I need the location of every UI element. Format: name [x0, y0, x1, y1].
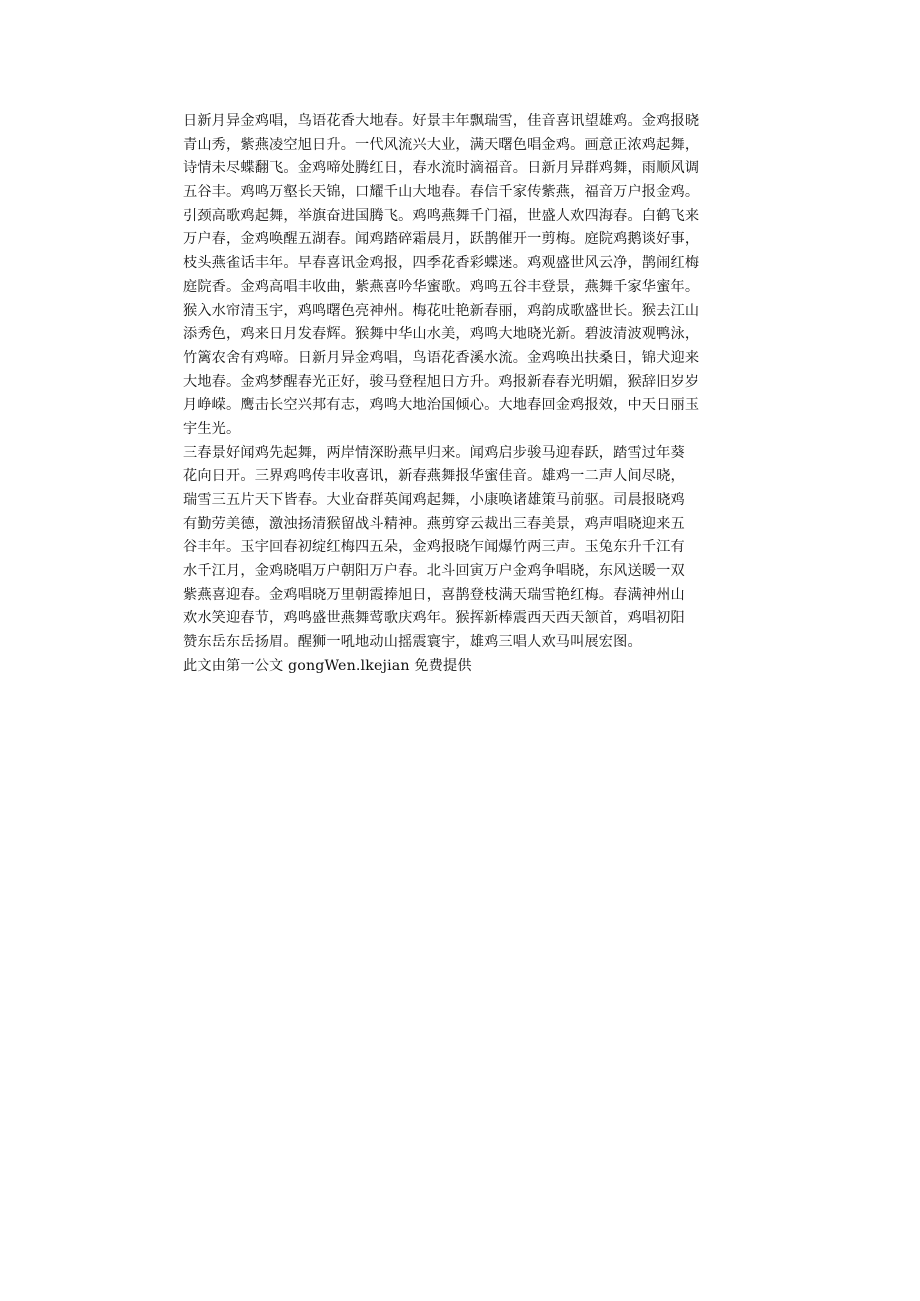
text-line: 青山秀，紫燕凌空旭日升。一代风流兴大业，满天曙色唱金鸡。画意正浓鸡起舞， — [183, 136, 700, 153]
text-line: 月峥嵘。鹰击长空兴邦有志，鸡鸣大地治国倾心。大地春回金鸡报效，中天日丽玉 — [183, 397, 700, 414]
text-line: 赞东岳东岳扬眉。醒狮一吼地动山摇震寰宇，雄鸡三唱人欢马叫展宏图。 — [183, 634, 642, 651]
source-footer: 此文由第一公文 gongWen.lkejian 免费提供 — [183, 657, 472, 674]
text-line: 猴入水帘清玉宇，鸡鸣曙色亮神州。梅花吐艳新春丽，鸡韵成歌盛世长。猴去江山 — [183, 302, 700, 319]
text-line: 万户春，金鸡唤醒五湖春。闻鸡踏碎霜晨月，跃鹊催开一剪梅。庭院鸡鹅谈好事， — [183, 231, 700, 248]
text-line: 有勤劳美德，激浊扬清猴留战斗精神。燕剪穿云裁出三春美景，鸡声唱晓迎来五 — [183, 515, 685, 532]
text-line: 五谷丰。鸡鸣万壑长天锦，口耀千山大地春。春信千家传紫燕，福音万户报金鸡。 — [183, 184, 700, 201]
paragraph-1 — [183, 110, 743, 442]
text-line: 瑞雪三五片天下皆春。大业奋群英闻鸡起舞，小康唤诸雄策马前驱。司晨报晓鸡 — [183, 492, 685, 508]
text-line: 花向日开。三界鸡鸣传丰收喜讯，新春燕舞报华蜜佳音。雄鸡一二声人间尽晓， — [183, 468, 685, 485]
text-line: 欢水笑迎春节，鸡鸣盛世燕舞莺歌庆鸡年。猴挥新棒震西天西天颔首，鸡唱初阳 — [183, 610, 685, 627]
document-body — [183, 110, 743, 679]
paragraph-2 — [183, 442, 743, 655]
text-line: 宇生光。 — [183, 420, 241, 437]
text-line: 枝头燕雀话丰年。早春喜讯金鸡报，四季花香彩蝶迷。鸡观盛世风云净，鹊闹红梅 — [183, 255, 700, 272]
text-line: 庭院香。金鸡高唱丰收曲，紫燕喜吟华蜜歌。鸡鸣五谷丰登景，燕舞千家华蜜年。 — [183, 278, 700, 295]
text-line: 水千江月，金鸡晓唱万户朝阳万户春。北斗回寅万户金鸡争唱晓，东风送暖一双 — [183, 563, 685, 580]
text-line: 三春景好闻鸡先起舞，两岸情深盼燕早归来。闻鸡启步骏马迎春跃，踏雪过年葵 — [183, 444, 685, 461]
text-line: 引颈高歌鸡起舞，举旗奋进国腾飞。鸡鸣燕舞千门福，世盛人欢四海春。白鹤飞来 — [183, 207, 700, 224]
text-line: 日新月异金鸡唱，鸟语花香大地春。好景丰年飘瑞雪，佳音喜讯望雄鸡。金鸡报晓 — [183, 113, 700, 129]
text-line: 紫燕喜迎春。金鸡唱晓万里朝霞捧旭日，喜鹊登枝满天瑞雪艳红梅。春满神州山 — [183, 586, 685, 603]
text-line: 诗情未尽蝶翻飞。金鸡啼处腾红日，春水流时滴福音。日新月异群鸡舞，雨顺风调 — [183, 160, 700, 177]
text-line: 谷丰年。玉宇回春初绽红梅四五朵，金鸡报晓乍闻爆竹两三声。玉兔东升千江有 — [183, 539, 685, 556]
text-line: 添秀色，鸡来日月发春辉。猴舞中华山水美，鸡鸣大地晓光新。碧波清波观鸭泳， — [183, 326, 700, 343]
text-line: 大地春。金鸡梦醒春光正好，骏马登程旭日方升。鸡报新春春光明媚，猴辞旧岁岁 — [183, 373, 700, 390]
text-line: 竹篱农舍有鸡啼。日新月异金鸡唱，鸟语花香溪水流。金鸡唤出扶桑日，锦犬迎来 — [183, 349, 700, 366]
